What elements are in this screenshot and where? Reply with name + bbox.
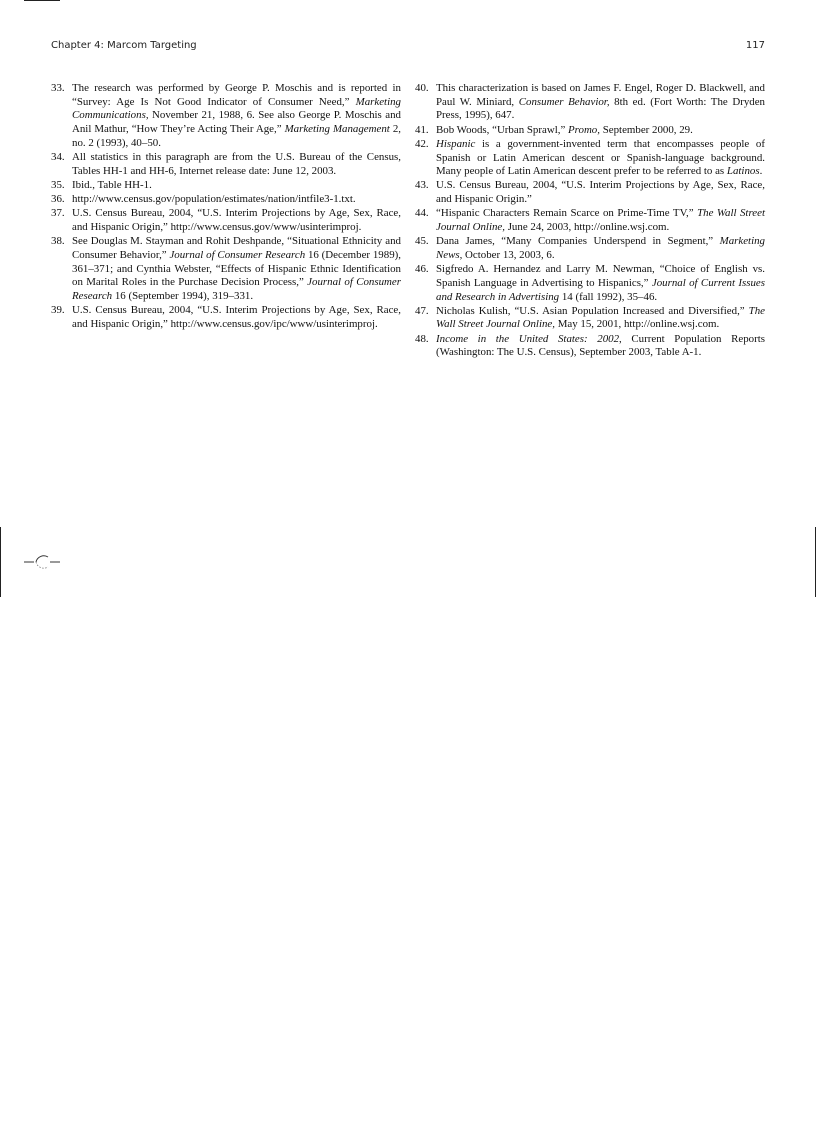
note-text-run: U.S. Census Bureau, 2004, “U.S. Interim Projections by Age, Sex, Race, and Hispanic Origin.”	[436, 179, 765, 206]
endnote-text	[72, 193, 356, 205]
endnote-text	[72, 179, 152, 191]
note-text-run: October 13, 2003, 6.	[462, 248, 555, 261]
italic-title: Consumer Behavior,	[518, 95, 610, 108]
note-text-run: June 24, 2003, http://online.wsj.com.	[504, 221, 670, 234]
endnote-number: 33.	[51, 82, 65, 94]
note-text-run: .	[759, 165, 763, 178]
endnote-number: 45.	[415, 235, 429, 248]
note-text-run: Bob Woods, “Urban Sprawl,”	[436, 123, 569, 136]
endnote-35	[51, 179, 401, 193]
endnote-34	[51, 151, 401, 178]
endnote-number: 44.	[415, 207, 429, 220]
endnote-text	[436, 263, 765, 302]
chapter-title: Chapter 4: Marcom Targeting	[51, 40, 197, 51]
endnote-number: 39.	[51, 304, 65, 317]
endnote-42	[415, 138, 765, 179]
note-text-run: 8th ed. (Fort Worth: The Dryden Press, 1995), 647.	[436, 95, 765, 122]
endnote-number: 42.	[415, 137, 429, 150]
endnote-37	[51, 207, 401, 234]
endnote-40	[415, 82, 765, 123]
note-text-run: November 21, 1988, 6. See also George P. Moschis and Anil Mathur, “How They’re Acting Their Age,”	[72, 109, 401, 136]
italic-title: Promo,	[568, 123, 600, 136]
endnote-48	[415, 333, 765, 360]
endnote-46	[415, 263, 765, 304]
italic-title: Journal of Consumer Research	[169, 248, 306, 261]
italic-title: The Wall Street Journal Online,	[436, 304, 765, 331]
note-text-run: 14 (fall 1992), 35–46.	[559, 290, 658, 303]
endnote-number: 40.	[415, 82, 429, 94]
endnote-number: 38.	[51, 235, 65, 248]
italic-title: Latinos	[726, 165, 760, 178]
endnote-number: 47.	[415, 304, 429, 317]
endnote-39	[51, 304, 401, 331]
endnote-text	[436, 207, 765, 233]
note-text-run: “Hispanic Characters Remain Scarce on Prime-Time TV,”	[436, 207, 698, 220]
endnote-number: 43.	[415, 179, 429, 192]
note-text-run: Sigfredo A. Hernandez and Larry M. Newman, “Choice of English vs. Spanish Language in Advertising to Hispanics,”	[436, 263, 765, 289]
note-text-run: Nicholas Kulish, “U.S. Asian Population Increased and Diversified,”	[436, 304, 749, 317]
crop-mark-top	[24, 0, 60, 1]
endnote-text	[436, 82, 765, 121]
endnote-text	[436, 124, 693, 136]
note-text-run: 16 (December 1989), 361–371; and Cynthia Webster, “Effects of Hispanic Ethnic Identification on Marital Roles in the Purchase Decision Process,”	[72, 248, 401, 289]
italic-title: Marketing News,	[436, 235, 765, 261]
endnote-text	[72, 151, 401, 177]
note-text-run: See Douglas M. Stayman and Rohit Deshpande, “Situational Ethnicity and Consumer Behavior,”	[72, 235, 401, 261]
note-text-run: May 15, 2001, http://online.wsj.com.	[554, 318, 720, 331]
italic-title: Journal of Consumer Research	[72, 276, 401, 303]
notes-column-right	[415, 82, 765, 361]
endnote-number: 41.	[415, 123, 429, 136]
italic-title: Journal of Current Issues and Research in Advertising	[436, 276, 765, 303]
endnote-45	[415, 235, 765, 262]
italic-title: Marketing Communications,	[72, 95, 401, 122]
endnote-43	[415, 179, 765, 206]
note-text-run: , Current Population Reports (Washington: The U.S. Census), September 2003, Table A-1.	[436, 332, 765, 359]
registration-mark-icon	[22, 552, 62, 572]
endnote-text	[436, 138, 765, 177]
page-number: 117	[745, 40, 765, 51]
note-text-run: http://www.census.gov/population/estimates/nation/intfile3-1.txt.	[72, 193, 356, 206]
endnote-text	[436, 333, 765, 359]
italic-title: Income in the United States: 2002	[436, 332, 620, 345]
note-text-run: The research was performed by George P. Moschis and is reported in “Survey: Age Is Not Good Indicator of Consumer Need,”	[72, 82, 401, 108]
endnote-text	[436, 305, 765, 331]
endnote-text	[72, 235, 401, 302]
endnote-47	[415, 305, 765, 332]
endnote-41	[415, 124, 765, 138]
endnote-text	[436, 179, 765, 205]
notes-column-left	[51, 82, 401, 332]
crop-mark-left	[0, 527, 1, 597]
endnote-text	[72, 304, 401, 330]
italic-title: The Wall Street Journal Online,	[436, 207, 765, 234]
note-text-run: 16 (September 1994), 319–331.	[112, 290, 254, 303]
running-header	[51, 40, 765, 56]
note-text-run: Dana James, “Many Companies Underspend in Segment,”	[436, 235, 720, 248]
note-text-run: This characterization is based on James F. Engel, Roger D. Blackwell, and Paul W. Miniard,	[436, 82, 765, 108]
endnote-number: 37.	[51, 207, 65, 220]
note-text-run: U.S. Census Bureau, 2004, “U.S. Interim Projections by Age, Sex, Race, and Hispanic Origin,” http://www.census.gov/ipc/www/usinterimproj.	[72, 304, 401, 330]
endnote-36	[51, 193, 401, 207]
endnote-number: 46.	[415, 263, 429, 276]
endnote-text	[436, 235, 765, 261]
endnote-number: 35.	[51, 178, 65, 191]
italic-title: Marketing Management	[284, 123, 390, 136]
endnote-text	[72, 82, 401, 149]
note-text-run: All statistics in this paragraph are from the U.S. Bureau of the Census, Tables HH-1 and HH-6, Internet release date: June 12, 2003.	[72, 151, 401, 177]
note-text-run: is a government-invented term that encompasses people of Spanish or Latin American descent or Spanish-language background. Many people of Latin American descent prefer to be referred to as	[436, 137, 765, 178]
endnote-number: 34.	[51, 151, 65, 164]
endnote-38	[51, 235, 401, 304]
endnote-number: 36.	[51, 193, 65, 206]
endnote-text	[72, 207, 401, 233]
endnote-number: 48.	[415, 332, 429, 345]
note-text-run: September 2000, 29.	[599, 123, 693, 136]
endnote-44	[415, 207, 765, 234]
note-text-run: 2, no. 2 (1993), 40–50.	[72, 123, 401, 149]
note-text-run: Ibid., Table HH-1.	[72, 178, 152, 191]
note-text-run: U.S. Census Bureau, 2004, “U.S. Interim Projections by Age, Sex, Race, and Hispanic Origin,” http://www.census.gov/www/usinterimproj.	[72, 207, 401, 234]
endnote-33	[51, 82, 401, 151]
italic-title: Hispanic	[436, 137, 476, 150]
